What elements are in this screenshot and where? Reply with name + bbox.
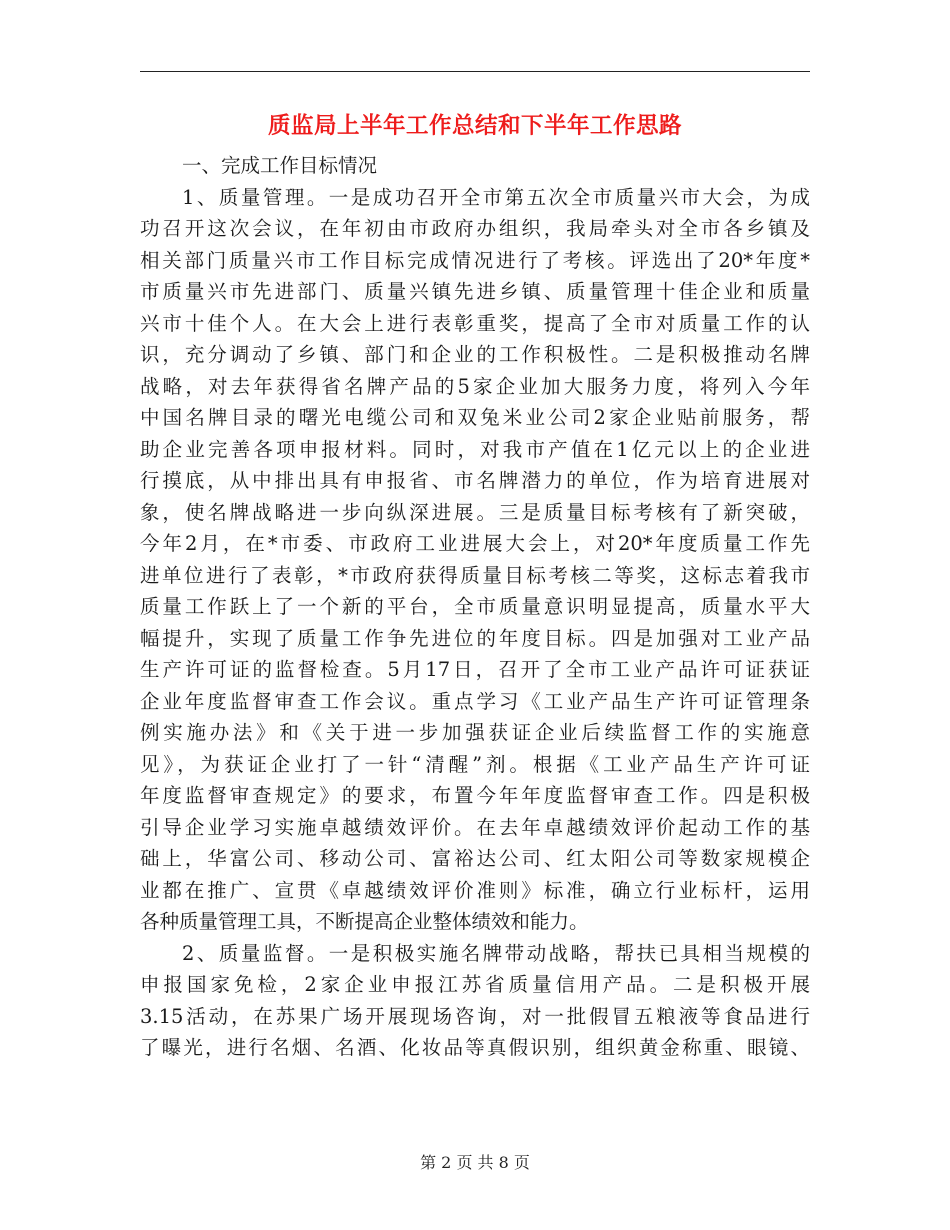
paragraph-line: 生产许可证的监督检查。5月17日，召开了全市工业产品许可证获证 <box>140 658 810 681</box>
paragraph-line: 战略，对去年获得省名牌产品的5家企业加大服务力度，将列入今年 <box>140 374 810 398</box>
section-heading: 一、完成工作目标情况 <box>182 154 378 177</box>
paragraph-line: 行摸底，从中排出具有申报省、市名牌潜力的单位，作为培育进展对 <box>140 469 810 492</box>
paragraph-line: 础上，华富公司、移动公司、富裕达公司、红太阳公司等数家规模企 <box>140 847 810 870</box>
paragraph-line: 助企业完善各项申报材料。同时，对我市产值在1亿元以上的企业进 <box>140 437 810 461</box>
paragraph-line: 3.15活动，在苏果广场开展现场咨询，对一批假冒五粮液等食品进行 <box>140 1004 810 1028</box>
paragraph-line: 1、质量管理。一是成功召开全市第五次全市质量兴市大会，为成 <box>182 185 810 209</box>
paragraph-line: 进单位进行了表彰，*市政府获得质量目标考核二等奖，这标志着我市 <box>140 563 810 587</box>
paragraph-line: 功召开这次会议，在年初由市政府办组织，我局牵头对全市各乡镇及 <box>140 217 810 240</box>
paragraph-line: 今年2月，在*市委、市政府工业进展大会上，对20*年度质量工作先 <box>140 532 810 555</box>
paragraph-line: 见》，为获证企业打了一针“清醒”剂。根据《工业产品生产许可证 <box>140 752 810 776</box>
document-body <box>140 150 810 1064</box>
paragraph-line: 市质量兴市先进部门、质量兴镇先进乡镇、质量管理十佳企业和质量 <box>140 280 810 303</box>
paragraph-line: 各种质量管理工具，不断提高企业整体绩效和能力。 <box>140 910 589 933</box>
page-number-footer: 第 2 页 共 8 页 <box>420 1153 530 1172</box>
paragraph-line: 相关部门质量兴市工作目标完成情况进行了考核。评选出了20*年度* <box>140 248 810 272</box>
paragraph-line: 年度监督审查规定》的要求，布置今年年度监督审查工作。四是积极 <box>140 784 810 807</box>
paragraph-line: 质量工作跃上了一个新的平台，全市质量意识明显提高，质量水平大 <box>140 595 810 618</box>
document-title: 质监局上半年工作总结和下半年工作思路 <box>267 113 682 139</box>
paragraph-line: 幅提升，实现了质量工作争先进位的年度目标。四是加强对工业产品 <box>140 626 810 650</box>
paragraph-line: 引导企业学习实施卓越绩效评价。在去年卓越绩效评价起动工作的基 <box>140 815 810 839</box>
paragraph-line: 兴市十佳个人。在大会上进行表彰重奖，提高了全市对质量工作的认 <box>140 311 810 335</box>
paragraph-line: 申报国家免检，2家企业申报江苏省质量信用产品。二是积极开展 <box>140 973 810 996</box>
paragraph-line: 了曝光，进行名烟、名酒、化妆品等真假识别，组织黄金称重、眼镜、 <box>140 1036 810 1059</box>
paragraph-line: 2、质量监督。一是积极实施名牌带动战略，帮扶已具相当规模的 <box>182 941 810 965</box>
paragraph-line: 中国名牌目录的曙光电缆公司和双兔米业公司2家企业贴前服务，帮 <box>140 406 810 429</box>
paragraph-line: 企业年度监督审查工作会议。重点学习《工业产品生产许可证管理条 <box>140 689 810 713</box>
paragraph-line: 例实施办法》和《关于进一步加强获证企业后续监督工作的实施意 <box>140 721 810 744</box>
paragraph-line: 象，使名牌战略进一步向纵深进展。三是质量目标考核有了新突破， <box>140 500 810 524</box>
header-rule <box>140 71 810 72</box>
paragraph-line: 业都在推广、宣贯《卓越绩效评价准则》标准，确立行业标杆，运用 <box>140 878 810 902</box>
paragraph-line: 识，充分调动了乡镇、部门和企业的工作积极性。二是积极推动名牌 <box>140 343 810 366</box>
